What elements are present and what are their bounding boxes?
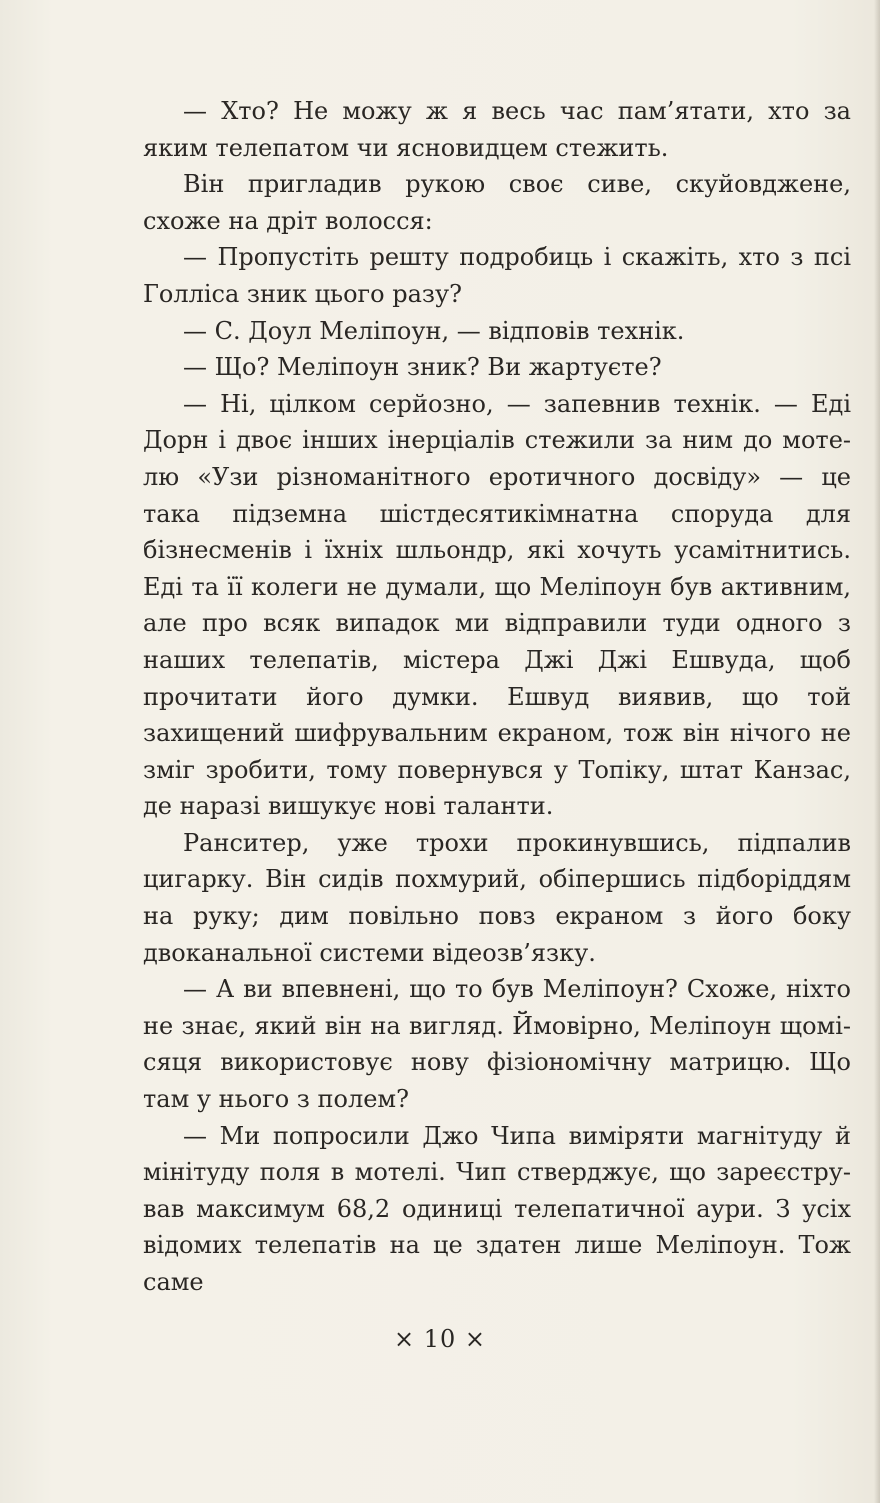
paragraph: Ранситер, уже трохи прокинувшись, підпалив цигарку. Він сидів похмурий, обіпершись підборіддям на руку; дим повільно повз екраном з його боку двоканальної системи відеозв’язку. bbox=[143, 828, 851, 967]
paragraph: — Ми попросили Джо Чипа виміряти магнітуду й мінітуду поля в мотелі. Чип стверджує, що зареєстрував максимум 68,2 одиниці телепатичної аури. З усіх відомих телепатів на це здатен лише Меліпоун. Тож саме bbox=[143, 1121, 851, 1296]
paragraph: — Хто? Не можу ж я весь час пам’ятати, хто за яким телепатом чи ясновидцем стежить. bbox=[143, 97, 851, 162]
paragraph: — А ви впевнені, що то був Меліпоун? Схоже, ніхто не знає, який він на вигляд. Ймовірно, Меліпоун щомісяця використовує нову фізіономічну матрицю. Що там у нього з полем? bbox=[143, 975, 851, 1114]
paragraph: — Що? Меліпоун зник? Ви жартуєте? bbox=[183, 353, 662, 382]
paragraph: — С. Доул Меліпоун, — відповів технік. bbox=[183, 316, 685, 345]
body-text bbox=[143, 93, 851, 1301]
paragraph: Він пригладив рукою своє сиве, скуйовджене, схоже на дріт волосся: bbox=[143, 170, 851, 235]
page-number: × 10 × bbox=[393, 1325, 486, 1353]
paragraph: — Пропустіть решту подробиць і скажіть, хто з псі Голліса зник цього разу? bbox=[143, 243, 851, 308]
paragraph: — Ні, цілком серйозно, — запевнив технік. — Еді Дорн і двоє інших інерціалів стежили за ним до мотелю «Узи різноманітного еротичного досвіду» — це така підземна шістдесятикімнатна споруда для бізнесменів і їхніх шльондр, які хочуть усамітнитись. Еді та її колеги не думали, що Меліпоун був активним, але про всяк випадок ми відправили туди одного з наших телепатів, містера Джі Джі Ешвуда, щоб прочитати його думки. Ешвуд виявив, що той захищений шифрувальним екраном, тож він нічого не зміг зробити, тому повернувся у Топіку, штат Канзас, де наразі вишукує нові таланти. bbox=[143, 389, 851, 821]
page-edge-shadow bbox=[874, 0, 880, 1503]
